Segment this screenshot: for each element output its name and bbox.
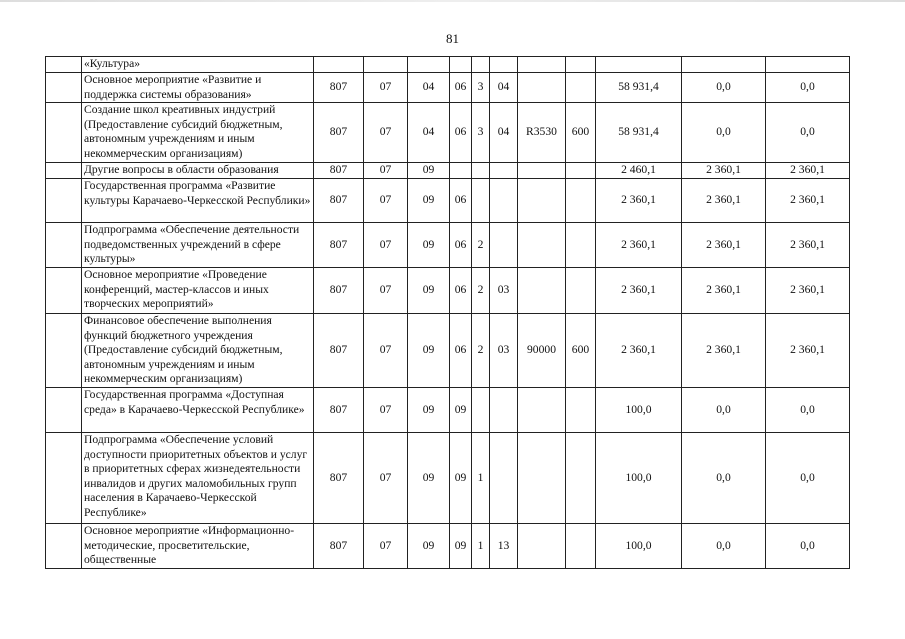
item-name-cell: Другие вопросы в области образования <box>82 163 314 179</box>
amount-cell: 2 360,1 <box>766 223 850 268</box>
code-cell: 06 <box>450 103 472 163</box>
code-cell: 09 <box>408 163 450 179</box>
table-row <box>46 267 850 313</box>
scan-top-edge <box>0 0 905 2</box>
row-number-cell <box>46 313 82 387</box>
amount-cell: 0,0 <box>682 432 766 523</box>
code-cell: R3530 <box>518 103 566 163</box>
table-row <box>46 163 850 179</box>
amount-cell: 2 360,1 <box>596 267 682 313</box>
code-cell <box>518 223 566 268</box>
code-cell: 3 <box>472 103 490 163</box>
table-row <box>46 432 850 523</box>
code-cell: 807 <box>314 313 364 387</box>
code-cell: 3 <box>472 73 490 103</box>
code-cell: 13 <box>490 523 518 568</box>
code-cell: 1 <box>472 523 490 568</box>
row-number-cell <box>46 432 82 523</box>
code-cell <box>490 57 518 73</box>
code-cell <box>490 223 518 268</box>
table-row <box>46 73 850 103</box>
amount-cell: 2 360,1 <box>596 223 682 268</box>
amount-cell: 2 360,1 <box>596 179 682 223</box>
code-cell <box>490 163 518 179</box>
amount-cell: 2 360,1 <box>596 313 682 387</box>
amount-cell: 0,0 <box>682 103 766 163</box>
table-row <box>46 523 850 568</box>
code-cell: 09 <box>450 432 472 523</box>
item-name-cell: Основное мероприятие «Информационно-методические, просветительские, общественные <box>82 523 314 568</box>
code-cell: 2 <box>472 223 490 268</box>
code-cell: 09 <box>450 387 472 432</box>
code-cell: 07 <box>364 523 408 568</box>
code-cell: 06 <box>450 223 472 268</box>
code-cell: 06 <box>450 313 472 387</box>
code-cell: 807 <box>314 387 364 432</box>
code-cell <box>518 163 566 179</box>
amount-cell: 0,0 <box>682 73 766 103</box>
code-cell: 07 <box>364 163 408 179</box>
row-number-cell <box>46 523 82 568</box>
code-cell: 09 <box>408 223 450 268</box>
item-name-cell: «Культура» <box>82 57 314 73</box>
table-row <box>46 57 850 73</box>
code-cell <box>518 387 566 432</box>
code-cell <box>566 57 596 73</box>
code-cell <box>518 523 566 568</box>
code-cell: 09 <box>450 523 472 568</box>
code-cell: 2 <box>472 313 490 387</box>
code-cell <box>490 179 518 223</box>
row-number-cell <box>46 179 82 223</box>
code-cell: 07 <box>364 103 408 163</box>
amount-cell: 0,0 <box>766 387 850 432</box>
code-cell: 04 <box>408 103 450 163</box>
code-cell: 06 <box>450 267 472 313</box>
table-row <box>46 223 850 268</box>
code-cell: 09 <box>408 432 450 523</box>
amount-cell: 2 360,1 <box>766 313 850 387</box>
row-number-cell <box>46 163 82 179</box>
code-cell: 600 <box>566 313 596 387</box>
code-cell: 09 <box>408 267 450 313</box>
amount-cell: 2 360,1 <box>682 223 766 268</box>
code-cell: 07 <box>364 432 408 523</box>
amount-cell: 2 360,1 <box>682 313 766 387</box>
code-cell: 807 <box>314 73 364 103</box>
amount-cell: 58 931,4 <box>596 103 682 163</box>
item-name-cell: Подпрограмма «Обеспечение условий доступности приоритетных объектов и услуг в приоритетных сферах жизнедеятельности инвалидов и других маломобильных групп населения в Карачаево-Черкесской Республике» <box>82 432 314 523</box>
code-cell <box>472 57 490 73</box>
table-body <box>46 57 850 569</box>
code-cell: 07 <box>364 313 408 387</box>
amount-cell: 100,0 <box>596 387 682 432</box>
row-number-cell <box>46 223 82 268</box>
table-row <box>46 179 850 223</box>
code-cell <box>566 223 596 268</box>
code-cell: 07 <box>364 223 408 268</box>
amount-cell: 2 360,1 <box>766 267 850 313</box>
code-cell <box>566 179 596 223</box>
code-cell: 06 <box>450 179 472 223</box>
code-cell: 03 <box>490 313 518 387</box>
table-row <box>46 103 850 163</box>
item-name-cell: Государственная программа «Развитие культуры Карачаево-Черкесской Республики» <box>82 179 314 223</box>
amount-cell: 0,0 <box>682 387 766 432</box>
code-cell <box>472 179 490 223</box>
code-cell <box>566 267 596 313</box>
code-cell <box>518 267 566 313</box>
code-cell: 600 <box>566 103 596 163</box>
amount-cell: 0,0 <box>766 103 850 163</box>
code-cell <box>518 179 566 223</box>
code-cell: 807 <box>314 432 364 523</box>
amount-cell: 0,0 <box>766 73 850 103</box>
code-cell: 09 <box>408 313 450 387</box>
row-number-cell <box>46 103 82 163</box>
code-cell <box>408 57 450 73</box>
amount-cell: 2 360,1 <box>766 179 850 223</box>
code-cell <box>566 432 596 523</box>
code-cell: 807 <box>314 179 364 223</box>
table-row <box>46 313 850 387</box>
amount-cell <box>766 57 850 73</box>
code-cell: 03 <box>490 267 518 313</box>
code-cell <box>566 73 596 103</box>
amount-cell: 100,0 <box>596 432 682 523</box>
code-cell: 807 <box>314 267 364 313</box>
table-row <box>46 387 850 432</box>
amount-cell: 2 360,1 <box>682 179 766 223</box>
code-cell <box>518 73 566 103</box>
code-cell <box>472 387 490 432</box>
row-number-cell <box>46 57 82 73</box>
page-number: 81 <box>446 31 459 46</box>
amount-cell: 2 460,1 <box>596 163 682 179</box>
item-name-cell: Финансовое обеспечение выполнения функций бюджетного учреждения (Предоставление субсидий бюджетным, автономным учреждениям и иным некоммерческим организациям) <box>82 313 314 387</box>
code-cell <box>450 57 472 73</box>
code-cell: 09 <box>408 387 450 432</box>
item-name-cell: Государственная программа «Доступная среда» в Карачаево-Черкесской Республике» <box>82 387 314 432</box>
item-name-cell: Основное мероприятие «Развитие и поддержка системы образования» <box>82 73 314 103</box>
code-cell: 807 <box>314 163 364 179</box>
amount-cell: 58 931,4 <box>596 73 682 103</box>
code-cell <box>490 387 518 432</box>
code-cell <box>472 163 490 179</box>
row-number-cell <box>46 73 82 103</box>
code-cell: 04 <box>490 103 518 163</box>
row-number-cell <box>46 267 82 313</box>
code-cell: 04 <box>490 73 518 103</box>
amount-cell: 2 360,1 <box>682 267 766 313</box>
code-cell: 07 <box>364 387 408 432</box>
row-number-cell <box>46 387 82 432</box>
code-cell: 07 <box>364 179 408 223</box>
code-cell <box>518 57 566 73</box>
code-cell: 2 <box>472 267 490 313</box>
amount-cell: 0,0 <box>766 432 850 523</box>
code-cell: 07 <box>364 267 408 313</box>
code-cell: 09 <box>408 523 450 568</box>
code-cell: 807 <box>314 523 364 568</box>
code-cell <box>566 387 596 432</box>
amount-cell: 2 360,1 <box>682 163 766 179</box>
code-cell <box>314 57 364 73</box>
amount-cell: 100,0 <box>596 523 682 568</box>
amount-cell <box>596 57 682 73</box>
amount-cell: 0,0 <box>682 523 766 568</box>
item-name-cell: Создание школ креативных индустрий (Предоставление субсидий бюджетным, автономным учреждениям и иным некоммерческим организациям) <box>82 103 314 163</box>
amount-cell: 2 360,1 <box>766 163 850 179</box>
amount-cell <box>682 57 766 73</box>
code-cell <box>450 163 472 179</box>
item-name-cell: Основное мероприятие «Проведение конференций, мастер-классов и иных творческих мероприятий» <box>82 267 314 313</box>
code-cell: 807 <box>314 103 364 163</box>
code-cell <box>518 432 566 523</box>
code-cell: 06 <box>450 73 472 103</box>
code-cell: 90000 <box>518 313 566 387</box>
code-cell: 07 <box>364 73 408 103</box>
code-cell <box>566 163 596 179</box>
code-cell: 807 <box>314 223 364 268</box>
code-cell <box>566 523 596 568</box>
code-cell <box>364 57 408 73</box>
code-cell: 09 <box>408 179 450 223</box>
amount-cell: 0,0 <box>766 523 850 568</box>
item-name-cell: Подпрограмма «Обеспечение деятельности подведомственных учреждений в сфере культуры» <box>82 223 314 268</box>
code-cell: 04 <box>408 73 450 103</box>
code-cell <box>490 432 518 523</box>
code-cell: 1 <box>472 432 490 523</box>
budget-table <box>45 56 850 569</box>
